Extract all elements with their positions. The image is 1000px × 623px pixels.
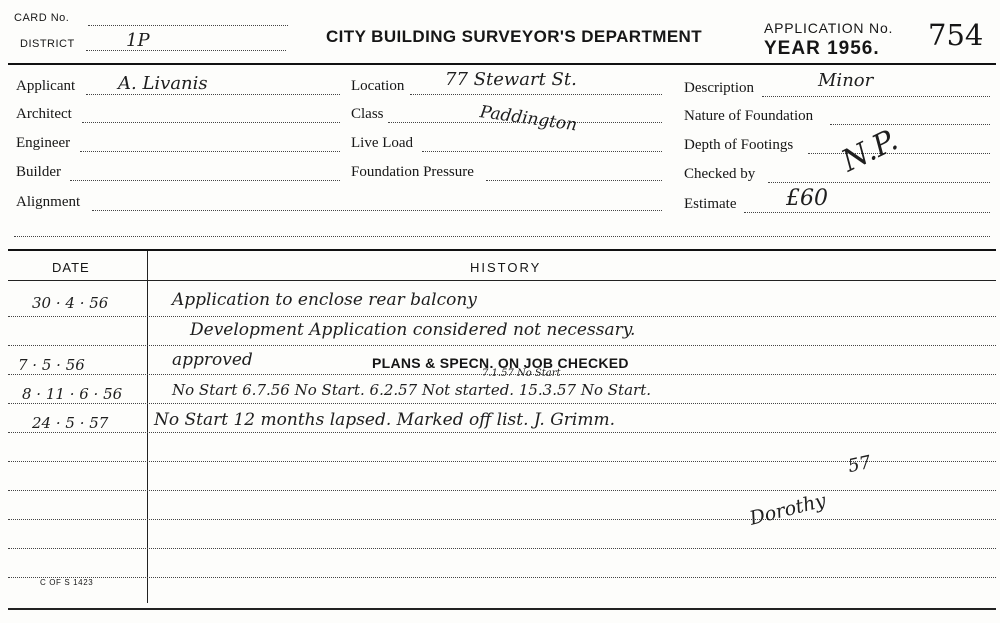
architect-line [82,122,340,123]
district-value: 1P [126,30,150,51]
checked-by-line [768,182,990,183]
applicant-label: Applicant [16,78,76,94]
checked-by-label: Checked by [684,166,756,182]
foundation-pressure-label: Foundation Pressure [351,164,474,180]
estimate-label: Estimate [684,196,737,212]
engineer-label: Engineer [16,135,71,151]
blank-line [14,236,990,237]
ruled-line [8,548,996,549]
location-label: Location [351,78,405,94]
location-value: 77 Stewart St. [445,69,577,90]
history-date: 24 · 5 · 57 [32,414,109,432]
checked-stamp: PLANS & SPECN. ON JOB CHECKED [372,355,629,371]
live-load-line [422,151,662,152]
header-rule [8,63,996,65]
ruled-line [8,577,996,578]
nature-of-foundation-label: Nature of Foundation [684,108,814,124]
margin-note: 57 [846,451,873,478]
nature-of-foundation-line [830,124,990,125]
history-header-rule [8,280,996,281]
live-load-label: Live Load [351,135,414,151]
class-label: Class [351,106,384,122]
builder-line [70,180,340,181]
history-entry: approved [172,350,253,370]
application-no-label: APPLICATION No. [764,20,894,36]
ruled-line [8,519,996,520]
ruled-line [8,403,996,404]
district-line [86,50,286,51]
form-number: C OF S 1423 [40,578,94,587]
history-entry: Application to enclose rear balcony [172,290,477,310]
location-line [410,94,662,95]
history-date: 7 · 5 · 56 [18,356,85,374]
builder-label: Builder [16,164,61,180]
history-date: 8 · 11 · 6 · 56 [22,385,123,403]
estimate-line [744,212,990,213]
class-value: Paddington [478,102,579,136]
date-header: DATE [52,260,90,275]
engineer-line [80,151,340,152]
estimate-value: £60 [786,186,828,211]
applicant-line [86,94,340,95]
card-no-line [88,25,288,26]
alignment-line [92,210,662,211]
description-value: Minor [818,70,874,91]
application-number: 754 [928,18,984,52]
district-label: DISTRICT [20,38,75,50]
applicant-value: A. Livanis [118,73,208,94]
alignment-label: Alignment [16,194,81,210]
bottom-rule [8,608,996,610]
margin-signature: Dorothy [747,489,829,530]
history-entry: No Start 12 months lapsed. Marked off list. J. Grimm. [154,410,615,430]
department-title: CITY BUILDING SURVEYOR'S DEPARTMENT [326,27,703,46]
fields-rule [8,249,996,251]
history-entry: Development Application considered not necessary. [190,320,636,340]
description-label: Description [684,80,754,96]
ruled-line [8,345,996,346]
depth-of-footings-label: Depth of Footings [684,137,794,153]
architect-label: Architect [16,106,72,122]
ruled-line [8,432,996,433]
history-interlinear-note: 7.1.57 No Start [482,368,561,379]
year-label: YEAR 1956. [764,38,880,59]
card-no-label: CARD No. [14,12,70,24]
checked-by-value: N.P. [836,122,904,180]
history-entry: No Start 6.7.56 No Start. 6.2.57 Not started. 15.3.57 No Start. [172,381,651,399]
date-column-divider [147,251,148,603]
history-date: 30 · 4 · 56 [32,294,109,312]
ruled-line [8,316,996,317]
ruled-line [8,490,996,491]
foundation-pressure-line [486,180,662,181]
history-header: HISTORY [470,260,542,275]
description-line [762,96,990,97]
